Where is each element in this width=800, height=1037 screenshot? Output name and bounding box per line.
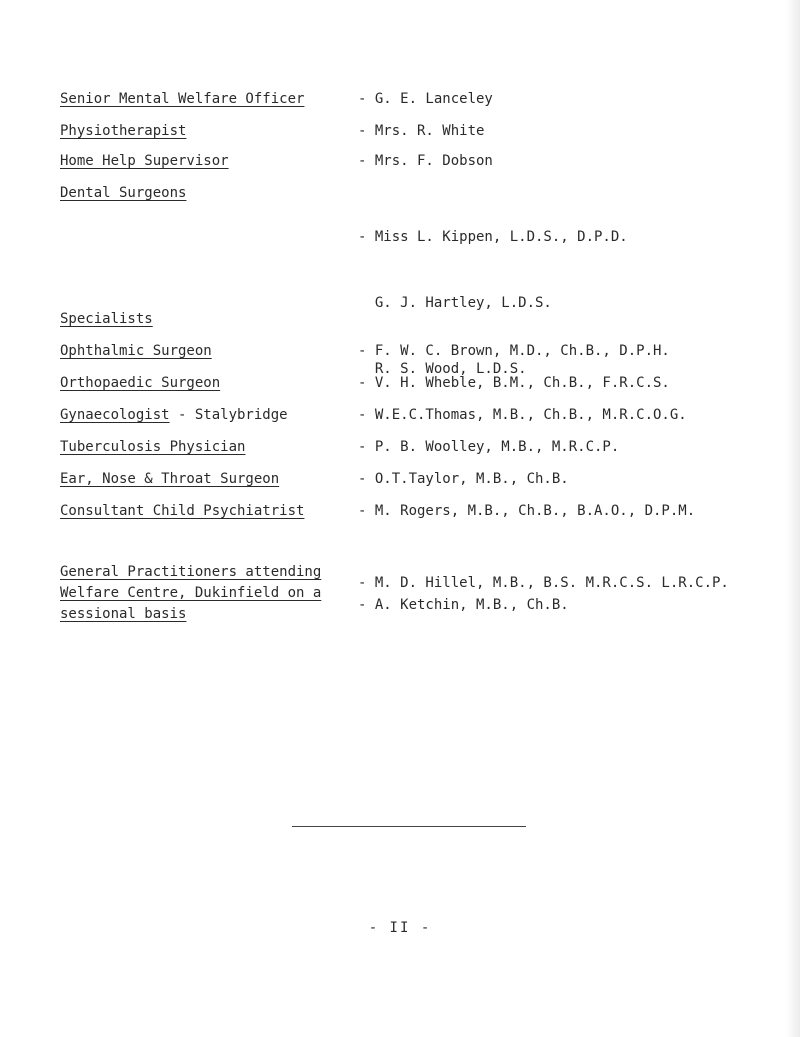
- name-line: - M. Rogers, M.B., Ch.B., B.A.O., D.P.M.: [358, 503, 696, 519]
- name-line: - W.E.C.Thomas, M.B., Ch.B., M.R.C.O.G.: [358, 407, 687, 423]
- name-line: G. J. Hartley, L.D.S.: [358, 295, 552, 311]
- role-label: Gynaecologist: [60, 407, 170, 423]
- gp-label-line: General Practitioners attending: [60, 564, 322, 580]
- name-line: - Miss L. Kippen, L.D.S., D.P.D.: [358, 229, 628, 245]
- name-line: - F. W. C. Brown, M.D., Ch.B., D.P.H.: [358, 343, 670, 359]
- name-line: - G. E. Lanceley: [358, 91, 493, 107]
- role-suffix: - Stalybridge: [169, 407, 288, 423]
- role-label: Physiotherapist: [60, 123, 187, 139]
- staff-names: [358, 120, 484, 142]
- role-label: Consultant Child Psychiatrist: [60, 503, 305, 519]
- role-label: Dental Surgeons: [60, 185, 187, 201]
- role-label: Ear, Nose & Throat Surgeon: [60, 471, 280, 487]
- gp-label-line: Welfare Centre, Dukinfield on a: [60, 585, 322, 601]
- role-label: Senior Mental Welfare Officer: [60, 91, 305, 107]
- role-label: Home Help Supervisor: [60, 153, 229, 169]
- section-divider: [292, 826, 526, 827]
- role-label: Ophthalmic Surgeon: [60, 343, 212, 359]
- staff-names: [358, 150, 493, 172]
- page-number: - II -: [368, 920, 432, 936]
- name-line: R. S. Wood, L.D.S.: [358, 361, 527, 377]
- role-label: Orthopaedic Surgeon: [60, 375, 221, 391]
- name-line: - Mrs. R. White: [358, 123, 485, 139]
- gp-label: [60, 562, 321, 625]
- page-edge-shadow: [786, 0, 800, 1037]
- staff-names: [358, 88, 493, 110]
- name-line: - Mrs. F. Dobson: [358, 153, 493, 169]
- gp-label-line: sessional basis: [60, 606, 187, 622]
- role-label: Tuberculosis Physician: [60, 439, 246, 455]
- name-line: - P. B. Woolley, M.B., M.R.C.P.: [358, 439, 620, 455]
- gp-names: [358, 573, 729, 617]
- name-line: - M. D. Hillel, M.B., B.S. M.R.C.S. L.R.C.P.: [358, 575, 729, 591]
- specialists-heading: Specialists: [60, 311, 153, 327]
- name-line: - A. Ketchin, M.B., Ch.B.: [358, 597, 569, 613]
- name-line: - V. H. Wheble, B.M., Ch.B., F.R.C.S.: [358, 375, 670, 391]
- name-line: - O.T.Taylor, M.B., Ch.B.: [358, 471, 569, 487]
